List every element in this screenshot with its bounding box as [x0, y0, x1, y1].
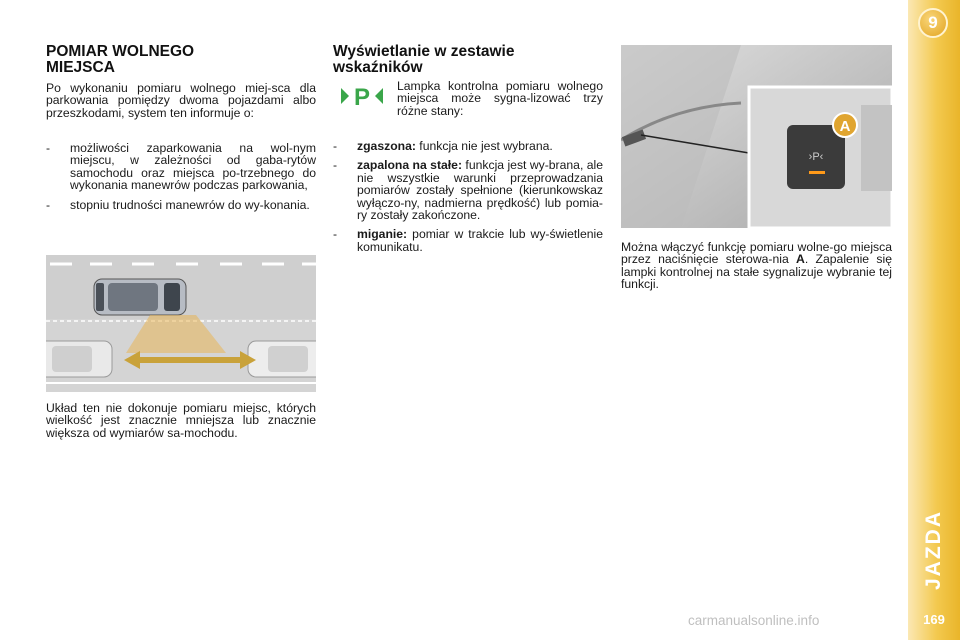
parking-warning-lamp-icon: [341, 83, 383, 109]
limitation-paragraph: Układ ten nie dokonuje pomiaru miejsc, których wielkość jest znacznie mniejsza lub znacznie większa od wymiarów sa-mochodu.: [46, 401, 316, 440]
chapter-number-badge: 9: [918, 8, 948, 38]
svg-text:P: P: [353, 84, 371, 109]
intro-paragraph: Po wykonaniu pomiaru wolnego miej-sca dla parkowania pomiędzy dwoma pojazdami albo przeszkodami, system ten informuje o:: [46, 81, 316, 120]
svg-text:›P‹: ›P‹: [808, 151, 824, 163]
dashboard-button-photo: [621, 45, 892, 228]
chapter-side-tab: [908, 0, 960, 640]
parking-space-illustration: [46, 255, 316, 392]
section-title-display: Wyświetlanie w zestawie wskaźników: [333, 43, 515, 76]
lamp-states-list: [333, 140, 603, 260]
svg-text:A: A: [839, 118, 851, 135]
page-number: 169: [923, 611, 945, 627]
lamp-description: Lampka kontrolna pomiaru wolnego miejsca może sygna-lizować trzy różne stany:: [397, 79, 603, 118]
dashboard-control-icon: [621, 45, 892, 228]
list-item: - możliwości zaparkowania na wol-nym miejscu, w zależności od gaba-rytów samochodu oraz miejsca po-trzebnego do wykonania manewrów podczas parkowania,: [46, 141, 316, 193]
parking-diagram-icon: [46, 255, 316, 392]
button-note: Można włączyć funkcję pomiaru wolne-go miejsca przez naciśnięcie sterowa-nia A. Zapalenie się lampki kontrolnej na stałe sygnalizuje wybranie tej funkcji.: [621, 240, 892, 292]
section-label: JAZDA: [922, 509, 946, 591]
list-item: - zgaszona: funkcja nie jest wybrana.: [333, 139, 553, 153]
list-item: - miganie: pomiar w trakcie lub wy-świetlenie komunikatu.: [333, 227, 603, 254]
section-title-parking: POMIAR WOLNEGO MIEJSCA: [46, 43, 195, 76]
list-item: - stopniu trudności manewrów do wy-konania.: [46, 197, 310, 212]
info-list: [46, 142, 316, 218]
watermark: carmanualsonline.info: [688, 613, 820, 628]
list-item: - zapalona na stałe: funkcja jest wy-brana, ale nie wszystkie warunki przeprowadzania pomiarów zostały spełnione (kierunkowskaz wyłączo-ny, nadmierna prędkość) lub pomia-ry zostały zakończone.: [333, 158, 604, 223]
